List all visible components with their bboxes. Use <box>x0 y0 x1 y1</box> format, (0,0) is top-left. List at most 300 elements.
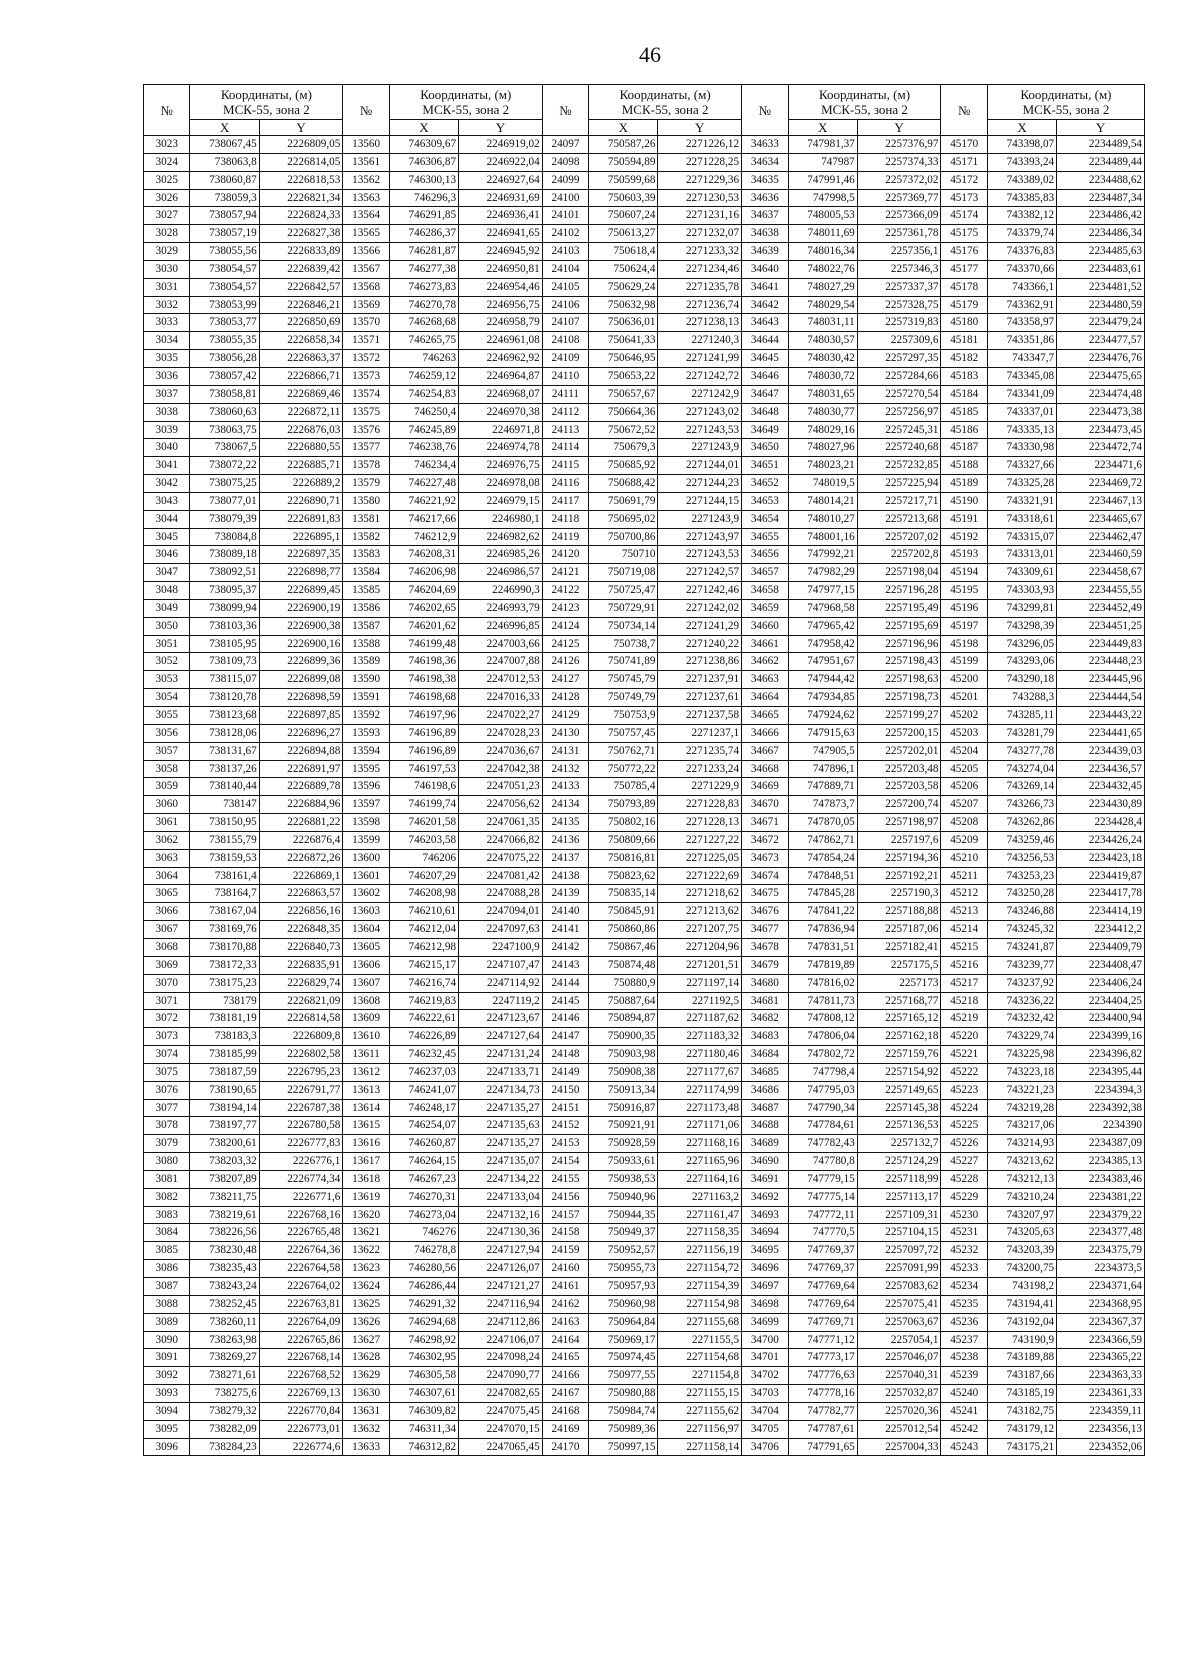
y-coordinate: 2234371,64 <box>1057 1278 1145 1296</box>
point-number: 3080 <box>144 1153 190 1171</box>
point-number: 3091 <box>144 1349 190 1367</box>
x-coordinate: 746263 <box>389 350 458 368</box>
y-coordinate: 2247114,92 <box>459 974 543 992</box>
table-row <box>144 421 1145 439</box>
y-coordinate: 2226889,2 <box>259 475 343 493</box>
point-number: 34679 <box>742 956 788 974</box>
point-number: 13566 <box>343 243 389 261</box>
x-coordinate: 748030,77 <box>788 403 857 421</box>
x-coordinate: 750880,9 <box>589 974 658 992</box>
x-coordinate: 738279,32 <box>190 1402 259 1420</box>
x-coordinate: 747769,37 <box>788 1242 857 1260</box>
y-coordinate: 2226895,1 <box>259 528 343 546</box>
point-number: 24137 <box>542 849 588 867</box>
y-coordinate: 2234352,06 <box>1057 1438 1145 1456</box>
x-coordinate: 746198,36 <box>389 653 458 671</box>
x-coordinate: 750695,02 <box>589 510 658 528</box>
y-coordinate: 2234359,11 <box>1057 1402 1145 1420</box>
point-number: 45218 <box>941 992 987 1010</box>
y-coordinate: 2257196,28 <box>857 582 941 600</box>
y-coordinate: 2271242,9 <box>658 385 742 403</box>
y-coordinate: 2234465,67 <box>1057 510 1145 528</box>
y-coordinate: 2257361,78 <box>857 225 941 243</box>
x-coordinate: 746216,74 <box>389 974 458 992</box>
y-coordinate: 2257046,07 <box>857 1349 941 1367</box>
coordinates-title: Координаты, (м) <box>1020 87 1112 102</box>
point-number: 13630 <box>343 1385 389 1403</box>
point-number: 34670 <box>742 796 788 814</box>
x-coordinate: 746311,34 <box>389 1420 458 1438</box>
y-coordinate: 2226821,34 <box>259 189 343 207</box>
y-coordinate: 2257200,74 <box>857 796 941 814</box>
point-number: 24149 <box>542 1063 588 1081</box>
y-coordinate: 2247042,38 <box>459 760 543 778</box>
point-number: 24119 <box>542 528 588 546</box>
point-number: 13571 <box>343 332 389 350</box>
point-number: 45173 <box>941 189 987 207</box>
y-coordinate: 2247097,63 <box>459 921 543 939</box>
point-number: 45196 <box>941 599 987 617</box>
point-number: 3078 <box>144 1117 190 1135</box>
x-coordinate: 747965,42 <box>788 617 857 635</box>
y-coordinate: 2234489,54 <box>1057 136 1145 154</box>
point-number: 13579 <box>343 475 389 493</box>
point-number: 13593 <box>343 724 389 742</box>
point-number: 34676 <box>742 903 788 921</box>
point-number: 13607 <box>343 974 389 992</box>
point-number: 13574 <box>343 385 389 403</box>
point-number: 34664 <box>742 689 788 707</box>
y-coordinate: 2271155,62 <box>658 1402 742 1420</box>
x-coordinate: 738137,26 <box>190 760 259 778</box>
point-number: 45240 <box>941 1385 987 1403</box>
table-row <box>144 671 1145 689</box>
point-number: 34655 <box>742 528 788 546</box>
x-coordinate: 748029,16 <box>788 421 857 439</box>
x-coordinate: 747934,85 <box>788 689 857 707</box>
x-coordinate: 743313,01 <box>987 546 1056 564</box>
point-number: 13567 <box>343 260 389 278</box>
x-coordinate: 743393,24 <box>987 153 1056 171</box>
point-number: 24155 <box>542 1170 588 1188</box>
x-coordinate: 746300,13 <box>389 171 458 189</box>
x-coordinate: 748030,72 <box>788 367 857 385</box>
x-coordinate: 746270,31 <box>389 1188 458 1206</box>
y-coordinate: 2246996,85 <box>459 617 543 635</box>
table-row <box>144 492 1145 510</box>
table-row <box>144 1188 1145 1206</box>
point-number: 45182 <box>941 350 987 368</box>
point-number: 3072 <box>144 1010 190 1028</box>
x-coordinate: 746232,45 <box>389 1046 458 1064</box>
table-row <box>144 689 1145 707</box>
point-number: 13582 <box>343 528 389 546</box>
point-number: 13632 <box>343 1420 389 1438</box>
y-coordinate: 2257270,54 <box>857 385 941 403</box>
y-coordinate: 2257346,3 <box>857 260 941 278</box>
y-coordinate: 2234474,48 <box>1057 385 1145 403</box>
x-coordinate: 750636,01 <box>589 314 658 332</box>
point-number: 13572 <box>343 350 389 368</box>
y-coordinate: 2271192,5 <box>658 992 742 1010</box>
x-coordinate: 743213,62 <box>987 1153 1056 1171</box>
point-number: 3062 <box>144 831 190 849</box>
point-number: 24124 <box>542 617 588 635</box>
point-number: 45205 <box>941 760 987 778</box>
point-number: 34665 <box>742 707 788 725</box>
x-coordinate: 743299,81 <box>987 599 1056 617</box>
point-number: 45209 <box>941 831 987 849</box>
x-coordinate: 738252,45 <box>190 1295 259 1313</box>
y-coordinate: 2226858,34 <box>259 332 343 350</box>
x-coordinate: 738260,11 <box>190 1313 259 1331</box>
table-row <box>144 528 1145 546</box>
y-coordinate: 2257376,97 <box>857 136 941 154</box>
y-coordinate: 2271243,9 <box>658 439 742 457</box>
y-coordinate: 2257020,36 <box>857 1402 941 1420</box>
table-row <box>144 903 1145 921</box>
x-coordinate: 743237,92 <box>987 974 1056 992</box>
point-number: 24108 <box>542 332 588 350</box>
y-coordinate: 2226885,71 <box>259 457 343 475</box>
y-coordinate: 2271171,06 <box>658 1117 742 1135</box>
point-number: 45239 <box>941 1367 987 1385</box>
x-coordinate: 750903,98 <box>589 1046 658 1064</box>
x-coordinate: 738170,88 <box>190 938 259 956</box>
y-coordinate: 2226846,21 <box>259 296 343 314</box>
point-number: 34691 <box>742 1170 788 1188</box>
x-coordinate: 746250,4 <box>389 403 458 421</box>
header-y: Y <box>459 120 543 136</box>
x-coordinate: 747816,02 <box>788 974 857 992</box>
table-row <box>144 296 1145 314</box>
point-number: 34667 <box>742 742 788 760</box>
x-coordinate: 750964,84 <box>589 1313 658 1331</box>
y-coordinate: 2234432,45 <box>1057 778 1145 796</box>
point-number: 45235 <box>941 1295 987 1313</box>
header-coordinates-4 <box>788 85 941 120</box>
header-row <box>144 85 1145 120</box>
y-coordinate: 2234452,49 <box>1057 599 1145 617</box>
header-number-2: № <box>343 85 389 136</box>
x-coordinate: 738200,61 <box>190 1135 259 1153</box>
point-number: 34687 <box>742 1099 788 1117</box>
x-coordinate: 738123,68 <box>190 707 259 725</box>
point-number: 3096 <box>144 1438 190 1456</box>
y-coordinate: 2247112,86 <box>459 1313 543 1331</box>
y-coordinate: 2226900,19 <box>259 599 343 617</box>
x-coordinate: 738115,07 <box>190 671 259 689</box>
x-coordinate: 738055,56 <box>190 243 259 261</box>
y-coordinate: 2226809,8 <box>259 1028 343 1046</box>
y-coordinate: 2257118,99 <box>857 1170 941 1188</box>
point-number: 45183 <box>941 367 987 385</box>
y-coordinate: 2257198,97 <box>857 814 941 832</box>
point-number: 13622 <box>343 1242 389 1260</box>
point-number: 45171 <box>941 153 987 171</box>
point-number: 3069 <box>144 956 190 974</box>
x-coordinate: 743376,83 <box>987 243 1056 261</box>
x-coordinate: 750725,47 <box>589 582 658 600</box>
x-coordinate: 746309,67 <box>389 136 458 154</box>
y-coordinate: 2234477,57 <box>1057 332 1145 350</box>
y-coordinate: 2226898,77 <box>259 564 343 582</box>
point-number: 24159 <box>542 1242 588 1260</box>
x-coordinate: 746226,89 <box>389 1028 458 1046</box>
y-coordinate: 2257232,85 <box>857 457 941 475</box>
x-coordinate: 743303,93 <box>987 582 1056 600</box>
point-number: 3044 <box>144 510 190 528</box>
point-number: 3087 <box>144 1278 190 1296</box>
header-number-1: № <box>144 85 190 136</box>
point-number: 24099 <box>542 171 588 189</box>
point-number: 34697 <box>742 1278 788 1296</box>
point-number: 24138 <box>542 867 588 885</box>
x-coordinate: 738092,51 <box>190 564 259 582</box>
point-number: 24109 <box>542 350 588 368</box>
x-coordinate: 746206,98 <box>389 564 458 582</box>
x-coordinate: 743239,77 <box>987 956 1056 974</box>
x-coordinate: 738057,19 <box>190 225 259 243</box>
y-coordinate: 2226795,23 <box>259 1063 343 1081</box>
y-coordinate: 2257284,66 <box>857 367 941 385</box>
y-coordinate: 2226884,96 <box>259 796 343 814</box>
x-coordinate: 743245,32 <box>987 921 1056 939</box>
table-row <box>144 367 1145 385</box>
y-coordinate: 2226774,34 <box>259 1170 343 1188</box>
point-number: 34666 <box>742 724 788 742</box>
point-number: 3030 <box>144 260 190 278</box>
x-coordinate: 750685,92 <box>589 457 658 475</box>
point-number: 13605 <box>343 938 389 956</box>
x-coordinate: 746201,62 <box>389 617 458 635</box>
point-number: 24120 <box>542 546 588 564</box>
point-number: 45225 <box>941 1117 987 1135</box>
x-coordinate: 743246,88 <box>987 903 1056 921</box>
y-coordinate: 2257195,49 <box>857 599 941 617</box>
point-number: 45185 <box>941 403 987 421</box>
y-coordinate: 2234439,03 <box>1057 742 1145 760</box>
x-coordinate: 748027,96 <box>788 439 857 457</box>
point-number: 45204 <box>941 742 987 760</box>
point-number: 3070 <box>144 974 190 992</box>
x-coordinate: 738183,3 <box>190 1028 259 1046</box>
y-coordinate: 2234406,24 <box>1057 974 1145 992</box>
y-coordinate: 2257097,72 <box>857 1242 941 1260</box>
y-coordinate: 2226768,52 <box>259 1367 343 1385</box>
table-row <box>144 243 1145 261</box>
point-number: 24134 <box>542 796 588 814</box>
point-number: 13581 <box>343 510 389 528</box>
x-coordinate: 743232,42 <box>987 1010 1056 1028</box>
point-number: 34694 <box>742 1224 788 1242</box>
point-number: 45176 <box>941 243 987 261</box>
table-row <box>144 885 1145 903</box>
x-coordinate: 747977,15 <box>788 582 857 600</box>
y-coordinate: 2257192,21 <box>857 867 941 885</box>
point-number: 45191 <box>941 510 987 528</box>
y-coordinate: 2226891,83 <box>259 510 343 528</box>
x-coordinate: 748022,76 <box>788 260 857 278</box>
y-coordinate: 2247075,22 <box>459 849 543 867</box>
point-number: 34635 <box>742 171 788 189</box>
x-coordinate: 738243,24 <box>190 1278 259 1296</box>
x-coordinate: 750679,3 <box>589 439 658 457</box>
y-coordinate: 2234449,83 <box>1057 635 1145 653</box>
y-coordinate: 2271242,46 <box>658 582 742 600</box>
header-x: X <box>190 120 259 136</box>
y-coordinate: 2271241,99 <box>658 350 742 368</box>
x-coordinate: 746259,12 <box>389 367 458 385</box>
x-coordinate: 748001,16 <box>788 528 857 546</box>
y-coordinate: 2257369,77 <box>857 189 941 207</box>
x-coordinate: 738095,37 <box>190 582 259 600</box>
x-coordinate: 747831,51 <box>788 938 857 956</box>
x-coordinate: 746217,66 <box>389 510 458 528</box>
y-coordinate: 2257203,48 <box>857 760 941 778</box>
table-row <box>144 1367 1145 1385</box>
point-number: 3063 <box>144 849 190 867</box>
y-coordinate: 2271235,74 <box>658 742 742 760</box>
x-coordinate: 738120,78 <box>190 689 259 707</box>
table-row <box>144 724 1145 742</box>
x-coordinate: 738230,48 <box>190 1242 259 1260</box>
point-number: 3045 <box>144 528 190 546</box>
y-coordinate: 2246986,57 <box>459 564 543 582</box>
point-number: 13617 <box>343 1153 389 1171</box>
table-row <box>144 1028 1145 1046</box>
x-coordinate: 750977,55 <box>589 1367 658 1385</box>
y-coordinate: 2271213,62 <box>658 903 742 921</box>
point-number: 3057 <box>144 742 190 760</box>
point-number: 24121 <box>542 564 588 582</box>
point-number: 45177 <box>941 260 987 278</box>
table-row <box>144 617 1145 635</box>
point-number: 13600 <box>343 849 389 867</box>
x-coordinate: 747889,71 <box>788 778 857 796</box>
point-number: 45220 <box>941 1028 987 1046</box>
y-coordinate: 2257187,06 <box>857 921 941 939</box>
x-coordinate: 746202,65 <box>389 599 458 617</box>
point-number: 24102 <box>542 225 588 243</box>
header-y: Y <box>1057 120 1145 136</box>
point-number: 3095 <box>144 1420 190 1438</box>
y-coordinate: 2247106,07 <box>459 1331 543 1349</box>
table-row <box>144 1224 1145 1242</box>
x-coordinate: 746199,48 <box>389 635 458 653</box>
y-coordinate: 2247056,62 <box>459 796 543 814</box>
y-coordinate: 2271228,13 <box>658 814 742 832</box>
y-coordinate: 2257309,6 <box>857 332 941 350</box>
x-coordinate: 750989,36 <box>589 1420 658 1438</box>
x-coordinate: 746198,38 <box>389 671 458 689</box>
point-number: 3065 <box>144 885 190 903</box>
x-coordinate: 748019,5 <box>788 475 857 493</box>
y-coordinate: 2247127,64 <box>459 1028 543 1046</box>
y-coordinate: 2247134,73 <box>459 1081 543 1099</box>
x-coordinate: 747862,71 <box>788 831 857 849</box>
y-coordinate: 2234441,65 <box>1057 724 1145 742</box>
table-row <box>144 475 1145 493</box>
y-coordinate: 2257032,87 <box>857 1385 941 1403</box>
point-number: 13575 <box>343 403 389 421</box>
point-number: 3039 <box>144 421 190 439</box>
y-coordinate: 2247126,07 <box>459 1260 543 1278</box>
point-number: 45221 <box>941 1046 987 1064</box>
point-number: 24126 <box>542 653 588 671</box>
x-coordinate: 750672,52 <box>589 421 658 439</box>
point-number: 3024 <box>144 153 190 171</box>
x-coordinate: 738159,53 <box>190 849 259 867</box>
point-number: 13584 <box>343 564 389 582</box>
y-coordinate: 2271222,69 <box>658 867 742 885</box>
point-number: 3035 <box>144 350 190 368</box>
y-coordinate: 2271230,53 <box>658 189 742 207</box>
x-coordinate: 743366,1 <box>987 278 1056 296</box>
y-coordinate: 2246971,8 <box>459 421 543 439</box>
point-number: 34693 <box>742 1206 788 1224</box>
x-coordinate: 747773,17 <box>788 1349 857 1367</box>
point-number: 24145 <box>542 992 588 1010</box>
point-number: 24150 <box>542 1081 588 1099</box>
point-number: 24111 <box>542 385 588 403</box>
header-number-4: № <box>742 85 788 136</box>
x-coordinate: 738169,76 <box>190 921 259 939</box>
y-coordinate: 2257245,31 <box>857 421 941 439</box>
x-coordinate: 743207,97 <box>987 1206 1056 1224</box>
point-number: 24140 <box>542 903 588 921</box>
x-coordinate: 747784,61 <box>788 1117 857 1135</box>
table-row <box>144 653 1145 671</box>
y-coordinate: 2226780,58 <box>259 1117 343 1135</box>
y-coordinate: 2257240,68 <box>857 439 941 457</box>
coordinates-table <box>143 84 1145 1456</box>
point-number: 13580 <box>343 492 389 510</box>
x-coordinate: 743241,87 <box>987 938 1056 956</box>
x-coordinate: 738057,94 <box>190 207 259 225</box>
point-number: 13612 <box>343 1063 389 1081</box>
x-coordinate: 750587,26 <box>589 136 658 154</box>
point-number: 13586 <box>343 599 389 617</box>
point-number: 34634 <box>742 153 788 171</box>
y-coordinate: 2271228,83 <box>658 796 742 814</box>
y-coordinate: 2271226,12 <box>658 136 742 154</box>
x-coordinate: 748016,34 <box>788 243 857 261</box>
y-coordinate: 2257149,65 <box>857 1081 941 1099</box>
y-coordinate: 2247135,63 <box>459 1117 543 1135</box>
point-number: 34633 <box>742 136 788 154</box>
subheader-row <box>144 120 1145 136</box>
x-coordinate: 750729,91 <box>589 599 658 617</box>
x-coordinate: 750594,89 <box>589 153 658 171</box>
point-number: 45194 <box>941 564 987 582</box>
point-number: 34681 <box>742 992 788 1010</box>
point-number: 13589 <box>343 653 389 671</box>
x-coordinate: 748014,21 <box>788 492 857 510</box>
y-coordinate: 2226839,42 <box>259 260 343 278</box>
point-number: 34648 <box>742 403 788 421</box>
x-coordinate: 747806,04 <box>788 1028 857 1046</box>
point-number: 13601 <box>343 867 389 885</box>
x-coordinate: 746238,76 <box>389 439 458 457</box>
x-coordinate: 743321,91 <box>987 492 1056 510</box>
x-coordinate: 738226,56 <box>190 1224 259 1242</box>
point-number: 45226 <box>941 1135 987 1153</box>
x-coordinate: 750900,35 <box>589 1028 658 1046</box>
table-row <box>144 189 1145 207</box>
y-coordinate: 2257200,15 <box>857 724 941 742</box>
x-coordinate: 747780,8 <box>788 1153 857 1171</box>
